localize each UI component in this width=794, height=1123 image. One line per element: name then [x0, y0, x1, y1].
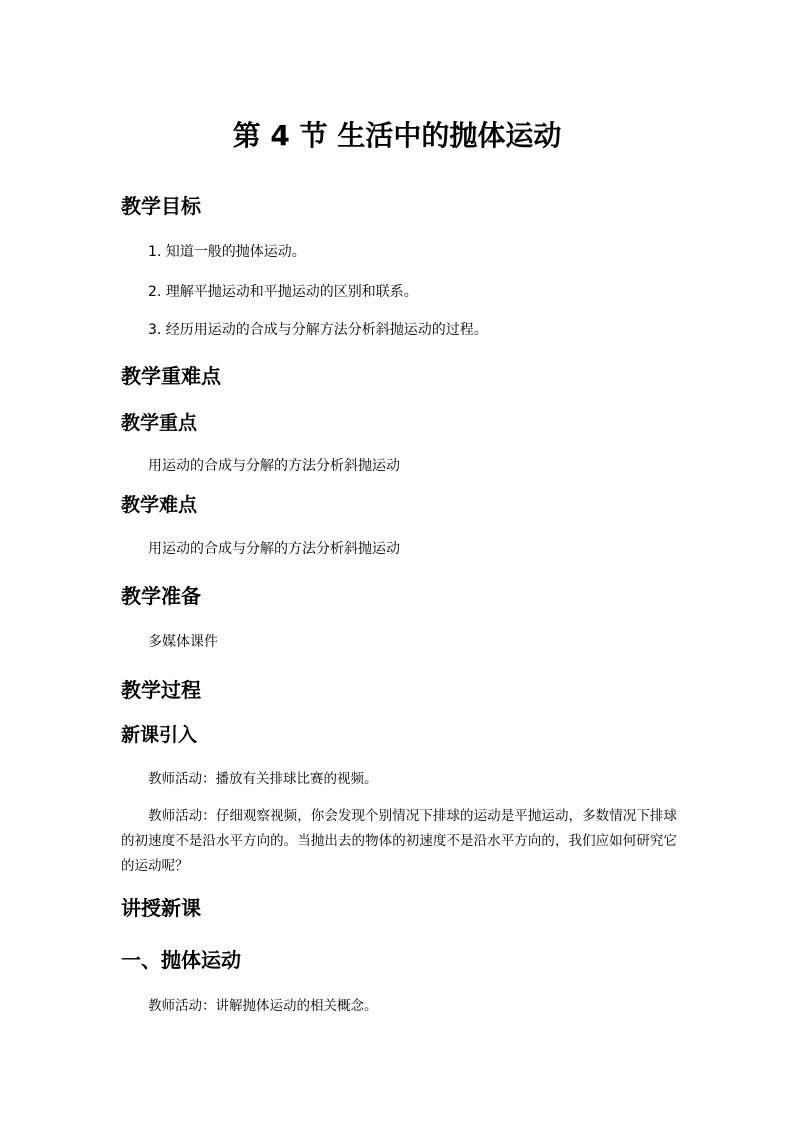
heading-key-points: 教学重点	[121, 412, 198, 434]
preparation-text: 多媒体课件	[148, 634, 218, 650]
document-title: 第 4 节 生活中的抛体运动	[232, 119, 562, 152]
heading-process: 教学过程	[121, 678, 201, 702]
key-points-text: 用运动的合成与分解的方法分析斜抛运动	[148, 458, 400, 474]
objective-item-2: 2. 理解平抛运动和平抛运动的区别和联系。	[148, 284, 418, 300]
objective-item-3: 3. 经历用运动的合成与分解方法分析斜抛运动的过程。	[148, 322, 488, 338]
heading-intro: 新课引入	[121, 724, 198, 746]
heading-objectives: 教学目标	[121, 194, 201, 218]
intro-paragraph-2: 教师活动：仔细观察视频，你会发现个别情况下排球的运动是平抛运动，多数情况下排球的初速度不是沿水平方向的。当抛出去的物体的初速度不是沿水平方向的，我们应如何研究它的运动呢？	[121, 808, 677, 874]
heading-key-difficult: 教学重难点	[121, 364, 221, 388]
heading-section-1: 一、抛体运动	[121, 948, 241, 972]
heading-new-lesson: 讲授新课	[121, 896, 201, 920]
objective-item-1: 1. 知道一般的抛体运动。	[148, 244, 306, 260]
heading-preparation: 教学准备	[121, 584, 201, 608]
difficult-points-text: 用运动的合成与分解的方法分析斜抛运动	[148, 541, 400, 557]
heading-difficult-points: 教学难点	[121, 494, 198, 516]
intro-paragraph-1: 教师活动：播放有关排球比赛的视频。	[148, 771, 378, 787]
section-1-paragraph-1: 教师活动：讲解抛体运动的相关概念。	[148, 998, 378, 1014]
